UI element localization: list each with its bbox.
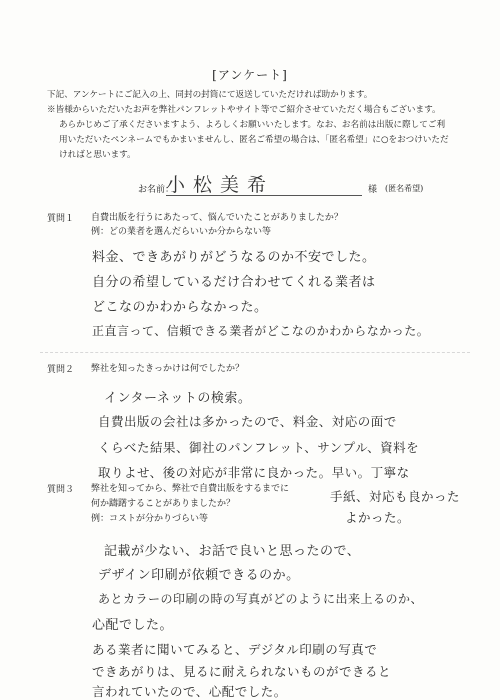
question-line: 自費出版を行うにあたって、悩んでいたことがありましたか？ — [91, 213, 343, 223]
answer-1-line-4: 正直言って、信頼できる業者がどこなのかわからなかった。 — [92, 324, 430, 338]
question-3-text — [91, 482, 289, 527]
answer-1-line-1: 料金、できあがりがどうなるのか不安でした。 — [92, 250, 376, 265]
question-line: 弊社を知ったきっかけは何でしたか？ — [91, 364, 245, 374]
intro-line: 用いただいたペンネームでもかまいませんし、匿名ご希望の場合は、「匿名希望」に○をおつけいただ — [59, 135, 449, 145]
question-example: 例：どの業者を選んだらいいか分からない等 — [91, 227, 272, 237]
question-example: 例：コストが分かりづらい等 — [91, 514, 209, 524]
intro-line: 下記、アンケートにご記入の上、同封の封筒にて返送していただければ助かります。 — [47, 90, 373, 100]
answer-3-line-3: あとカラーの印刷の時の写真がどのように出来上るのか、 — [98, 592, 424, 606]
answer-1-line-2: 自分の希望しているだけ合わせてくれる業者は — [92, 275, 376, 290]
question-1-label: 質問１ — [47, 214, 75, 224]
name-suffix: 様 — [368, 185, 378, 195]
answer-2-line-2: 自費出版の会社は多かったので、料金、対応の面で — [98, 414, 397, 429]
question-2-label: 質問２ — [47, 365, 75, 375]
answer-2-line-3: くらべた結果、御社のパンフレット、サンプル、資料を — [98, 440, 420, 455]
answer-3-line-6: できあがりは、見るに耐えられないものができると — [92, 664, 392, 679]
intro-line: ければと思います。 — [59, 150, 136, 160]
answer-2-line-1: インターネットの検索。 — [104, 391, 252, 406]
answer-2-continued: よかった。 — [345, 510, 411, 525]
intro-line: あらかじめご了承くださいますよう、よろしくお願いいたします。なお、お名前は出版に際してご利 — [59, 120, 446, 130]
answer-1-line-3: どこなのかわからなかった。 — [92, 300, 268, 315]
section-divider — [40, 352, 470, 353]
question-1-text — [91, 211, 343, 239]
page-title: [アンケート] — [212, 68, 288, 82]
name-value: 小松美希 — [166, 174, 275, 196]
name-underline — [166, 195, 362, 196]
intro-note: ※皆様からいただいたお声を弊社パンフレットやサイト等でご紹介させていただく場合もございます。 — [47, 105, 441, 115]
answer-3-line-2: デザイン印刷が依頼できるのか。 — [98, 568, 300, 583]
answer-2-line-4: 取りよせ、後の対応が非常に良かった。早い。丁寧な — [98, 465, 410, 480]
question-3-label: 質問３ — [47, 485, 75, 495]
anonymous-option: (匿名希望) — [385, 184, 424, 193]
name-row — [138, 170, 478, 196]
answer-3-line-4: 心配でした。 — [92, 618, 174, 633]
answer-3-line-7: 言われていたので、心配でした。 — [92, 684, 287, 699]
question-line: 弊社を知ってから、弊社で自費出版をするまでに — [91, 484, 290, 494]
question-line: 何か躊躇することがありましたか？ — [91, 499, 236, 509]
intro-text — [47, 88, 467, 163]
question-2-text — [91, 362, 244, 376]
name-label: お名前： — [138, 185, 175, 195]
answer-3-line-1: 記載が少ない、お話で良いと思ったので、 — [104, 544, 361, 559]
answer-3-line-5: ある業者に聞いてみると、デジタル印刷の写真で — [92, 642, 378, 657]
answer-2-continued: 手紙、対応も良かった — [330, 489, 461, 504]
